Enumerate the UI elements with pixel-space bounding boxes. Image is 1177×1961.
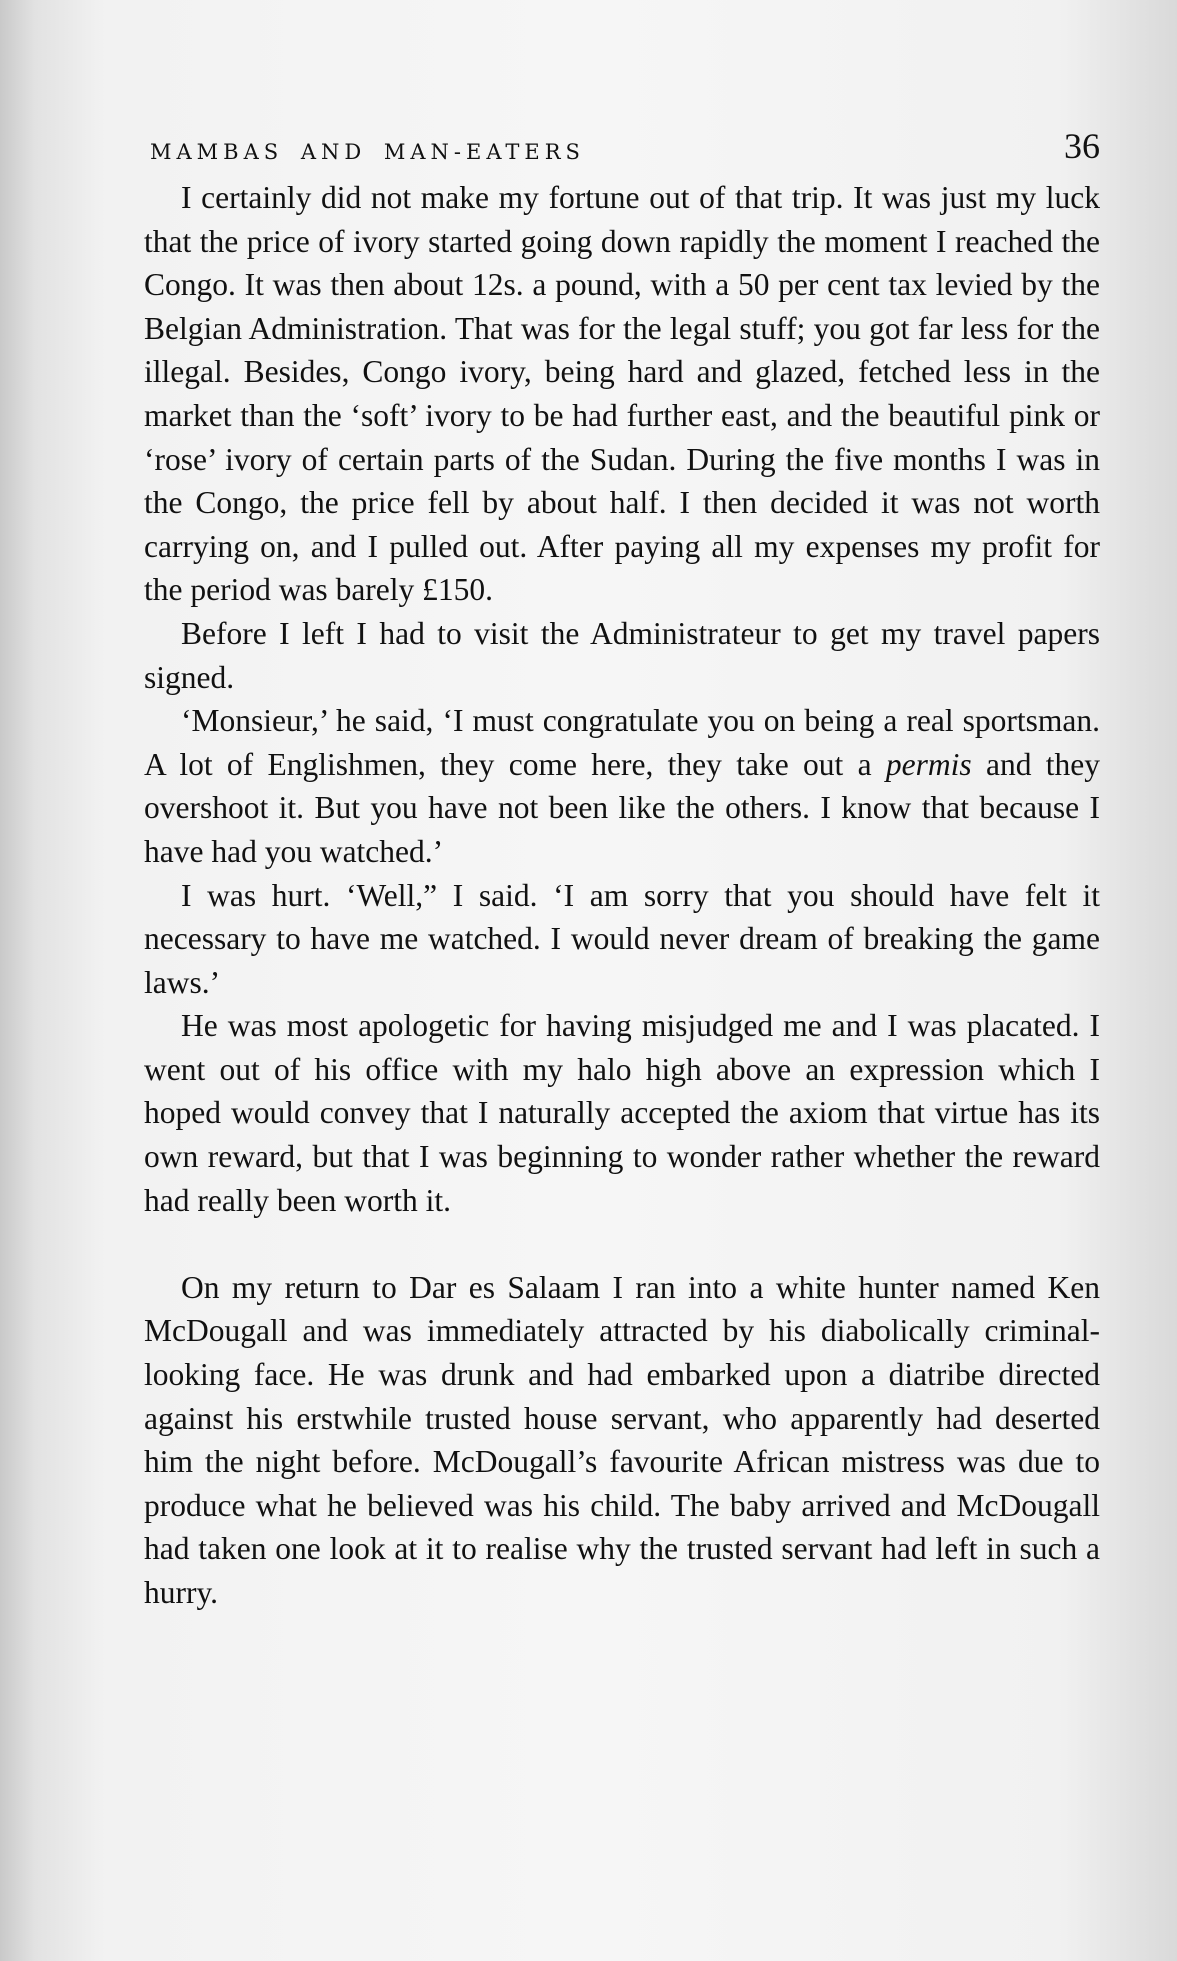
paragraph: He was most apologetic for having misjudged me and I was placated. I went out of his office with my halo high above an expression which I hoped would convey that I naturally accepted the axiom that virtue has its own reward, but that I was beginning to wonder rather whether the reward had really been worth it. (144, 1008, 1100, 1218)
body-text (144, 176, 1100, 1615)
paragraph: On my return to Dar es Salaam I ran into a white hunter named Ken McDougall and was immediately attracted by his diabolically criminal-looking face. He was drunk and had embarked upon a diatribe directed against his erstwhile trusted house servant, who apparently had deserted him the night before. McDougall’s favourite African mistress was due to produce what he believed was his child. The baby arrived and McDougall had taken one look at it to realise why the trusted servant had left in such a hurry. (144, 1269, 1100, 1610)
paragraph-text: and they overshoot it. But you have not been like the others. I know that because I have had you watched.’ (144, 746, 1101, 869)
running-head: MAMBAS AND MAN-EATERS (150, 140, 585, 164)
page-number: 36 (1064, 126, 1100, 166)
italic-word: permis (885, 746, 972, 782)
page-header (150, 120, 1100, 164)
paragraph-text: ‘Monsieur,’ he said, ‘I must congratulate you on being a real sportsman. A lot of Englishmen, they come here, they take out a (144, 703, 1100, 782)
paragraph: I was hurt. ‘Well,” I said. ‘I am sorry that you should have felt it necessary to have me watched. I would never dream of breaking the game laws.’ (144, 877, 1100, 1000)
paragraph: Before I left I had to visit the Administrateur to get my travel papers signed. (144, 615, 1100, 695)
paragraph: I certainly did not make my fortune out of that trip. It was just my luck that the price of ivory started going down rapidly the moment I reached the Congo. It was then about 12s. a pound, with a 50 per cent tax levied by the Belgian Administration. That was for the legal stuff; you got far less for the illegal. Besides, Congo ivory, being hard and glazed, fetched less in the market than the ‘soft’ ivory to be had further east, and the beautiful pink or ‘rose’ ivory of certain parts of the Sudan. During the five months I was in the Congo, the price fell by about half. I then decided it was not worth carrying on, and I pulled out. After paying all my expenses my profit for the period was barely £150. (144, 180, 1100, 608)
paragraph (144, 699, 1100, 873)
